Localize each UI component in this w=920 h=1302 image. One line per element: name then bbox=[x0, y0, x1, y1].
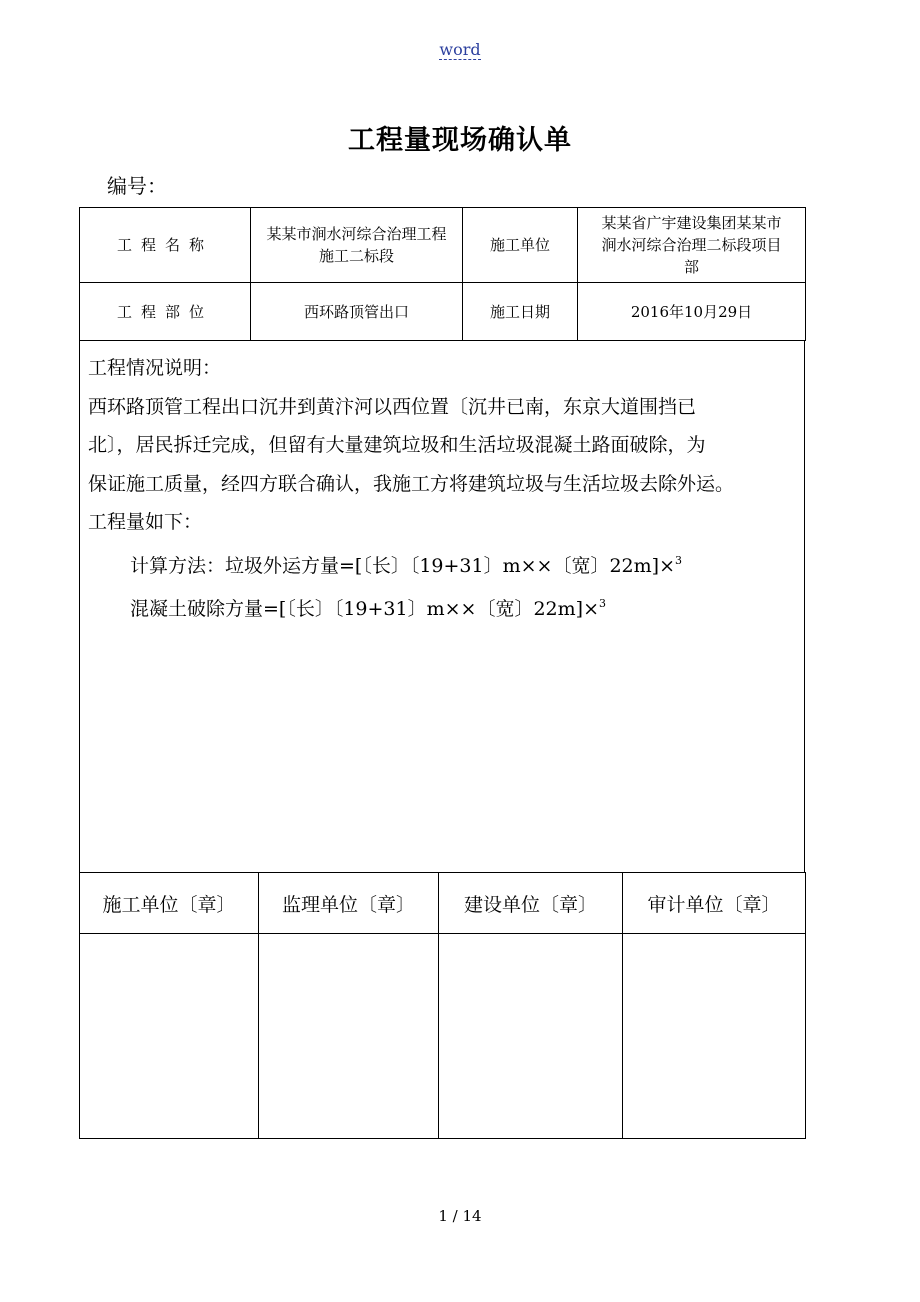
project-name-value-line2: 施工二标段 bbox=[318, 247, 394, 265]
construction-date-value: 2016年10月29日 bbox=[578, 283, 806, 341]
calc-method-text: 计算方法：垃圾外运方量=[〔长〕〔19+31〕m××〔宽〕22m]× bbox=[130, 554, 675, 577]
description-heading: 工程情况说明： bbox=[88, 357, 222, 379]
project-location-row bbox=[80, 283, 806, 341]
signature-space-row bbox=[80, 934, 806, 1139]
signature-header-row bbox=[80, 873, 806, 934]
header-word-link[interactable]: word bbox=[439, 40, 481, 59]
page-number: 1 / 14 bbox=[438, 1207, 482, 1225]
construction-unit-seal-area bbox=[80, 934, 259, 1139]
quantity-heading: 工程量如下： bbox=[88, 511, 203, 533]
concrete-removal-text: 混凝土破除方量=[〔长〕〔19+31〕m××〔宽〕22m]× bbox=[130, 598, 599, 620]
header bbox=[0, 40, 920, 59]
document-title: 工程量现场确认单 bbox=[348, 125, 572, 156]
construction-date-label: 施工日期 bbox=[463, 283, 578, 341]
project-info-table bbox=[79, 207, 806, 341]
calc-method-line bbox=[88, 542, 796, 586]
audit-unit-seal-label: 审计单位〔章〕 bbox=[623, 873, 806, 934]
contractor-label: 施工单位 bbox=[463, 208, 578, 283]
audit-unit-seal-area bbox=[623, 934, 806, 1139]
contractor-value-line1: 某某省广宇建设集团某某市 bbox=[601, 214, 782, 232]
project-name-row bbox=[80, 208, 806, 283]
project-description-box bbox=[79, 340, 805, 873]
construction-unit-seal-label: 施工单位〔章〕 bbox=[80, 873, 259, 934]
description-line-2: 北〕，居民拆迁完成，但留有大量建筑垃圾和生活垃圾混凝土路面破除，为 bbox=[88, 434, 706, 456]
owner-unit-seal-area bbox=[439, 934, 623, 1139]
description-line-3: 保证施工质量，经四方联合确认，我施工方将建筑垃圾与生活垃圾去除外运。 bbox=[88, 472, 735, 495]
concrete-removal-exponent: 3 bbox=[599, 597, 606, 610]
supervision-unit-seal-label: 监理单位〔章〕 bbox=[259, 873, 439, 934]
project-name-label: 工程名称 bbox=[80, 208, 251, 283]
project-name-value-line1: 某某市涧水河综合治理工程 bbox=[266, 225, 447, 243]
project-location-value: 西环路顶管出口 bbox=[251, 283, 463, 341]
contractor-value bbox=[578, 208, 806, 283]
concrete-removal-line bbox=[88, 585, 796, 629]
owner-unit-seal-label: 建设单位〔章〕 bbox=[439, 873, 623, 934]
document-number-label: 编号： bbox=[107, 174, 167, 198]
project-name-value bbox=[251, 208, 463, 283]
contractor-value-line3: 部 bbox=[683, 258, 699, 276]
description-line-1: 西环路顶管工程出口沉井到黄汴河以西位置〔沉井已南，东京大道围挡已 bbox=[88, 395, 697, 418]
project-location-label: 工程部位 bbox=[80, 283, 251, 341]
supervision-unit-seal-area bbox=[259, 934, 439, 1139]
calc-method-exponent: 3 bbox=[675, 553, 682, 567]
signature-table bbox=[79, 872, 806, 1139]
contractor-value-line2: 涧水河综合治理二标段项目 bbox=[601, 236, 782, 254]
